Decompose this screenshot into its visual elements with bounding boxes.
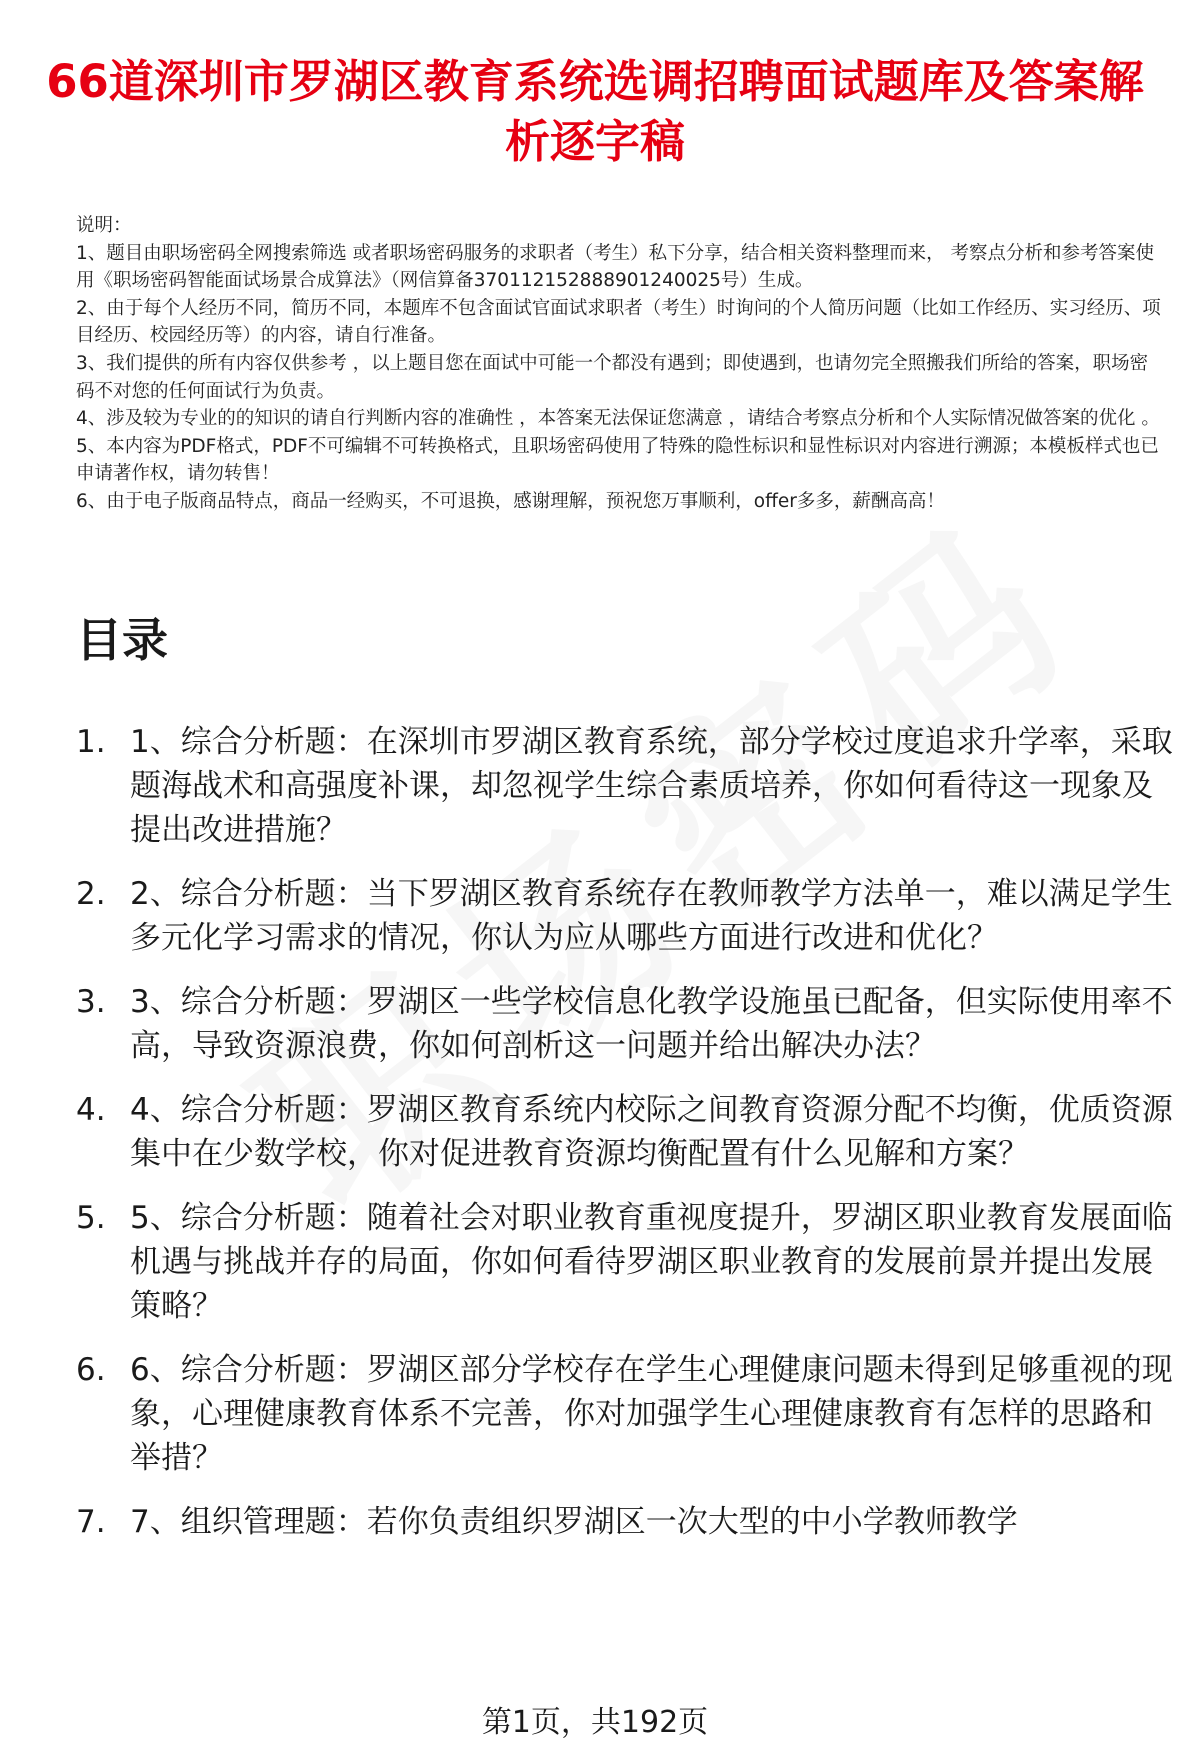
toc-item-number: 7. xyxy=(76,1504,106,1540)
toc-item-text: 2、综合分析题：当下罗湖区教育系统存在教师教学方法单一，难以满足学生多元化学习需求的情况，你认为应从哪些方面进行改进和优化？ xyxy=(130,876,1173,956)
toc-item-number: 3. xyxy=(76,984,106,1020)
toc-item[interactable] xyxy=(76,1088,1176,1176)
note-item: 3、我们提供的所有内容仅供参考 ，以上题目您在面试中可能一个都没有遇到；即使遇到，也请勿完全照搬我们所给的答案，职场密码不对您的任何面试行为负责。 xyxy=(76,352,1149,402)
note-item: 5、本内容为PDF格式，PDF不可编辑不可转换格式，且职场密码使用了特殊的隐性标识和显性标识对内容进行溯源；本模板样式也已申请著作权，请勿转售！ xyxy=(76,435,1159,485)
toc-item-number: 4. xyxy=(76,1092,106,1128)
toc-item[interactable] xyxy=(76,980,1176,1068)
notes-section xyxy=(76,212,1164,516)
document-title: 66道深圳市罗湖区教育系统选调招聘面试题库及答案解析逐字稿 xyxy=(46,55,1144,168)
toc-item[interactable] xyxy=(76,1196,1176,1328)
toc-item[interactable] xyxy=(76,1348,1176,1480)
toc-item[interactable] xyxy=(76,1500,1176,1544)
table-of-contents xyxy=(76,720,1176,1680)
toc-item[interactable] xyxy=(76,720,1176,852)
note-item: 4、涉及较为专业的的知识的请自行判断内容的准确性 ，本答案无法保证您满意 ，请结合考察点分析和个人实际情况做答案的优化 。 xyxy=(76,408,1160,430)
page-number: 第1页，共192页 xyxy=(481,1705,709,1740)
toc-item-text: 7、组织管理题：若你负责组织罗湖区一次大型的中小学教师教学 xyxy=(130,1504,1018,1540)
toc-item-number: 1. xyxy=(76,724,106,760)
toc-item-text: 4、综合分析题：罗湖区教育系统内校际之间教育资源分配不均衡，优质资源集中在少数学校，你对促进教育资源均衡配置有什么见解和方案？ xyxy=(130,1092,1173,1172)
toc-item-text: 3、综合分析题：罗湖区一些学校信息化教学设施虽已配备，但实际使用率不高，导致资源浪费，你如何剖析这一问题并给出解决办法？ xyxy=(130,984,1173,1064)
note-item: 2、由于每个人经历不同，简历不同，本题库不包含面试官面试求职者（考生）时询问的个人简历问题（比如工作经历、实习经历、项目经历、校园经历等）的内容，请自行准备。 xyxy=(76,297,1161,347)
toc-item-text: 6、综合分析题：罗湖区部分学校存在学生心理健康问题未得到足够重视的现象，心理健康教育体系不完善，你对加强学生心理健康教育有怎样的思路和举措？ xyxy=(130,1352,1173,1476)
toc-heading: 目录 xyxy=(76,613,168,667)
note-item: 1、题目由职场密码全网搜索筛选 或者职场密码服务的求职者（考生）私下分享，结合相关资料整理而来， 考察点分析和参考答案使用《职场密码智能面试场景合成算法》（网信算备370112152888901240025号）生成。 xyxy=(76,242,1155,292)
toc-item-text: 1、综合分析题：在深圳市罗湖区教育系统，部分学校过度追求升学率，采取题海战术和高强度补课，却忽视学生综合素质培养，你如何看待这一现象及提出改进措施？ xyxy=(130,724,1173,848)
toc-item-number: 2. xyxy=(76,876,106,912)
note-item: 6、由于电子版商品特点，商品一经购买，不可退换，感谢理解，预祝您万事顺利，offer多多，薪酬高高！ xyxy=(76,490,945,512)
toc-item-number: 5. xyxy=(76,1200,106,1236)
toc-item-number: 6. xyxy=(76,1352,106,1388)
toc-item-text: 5、综合分析题：随着社会对职业教育重视度提升，罗湖区职业教育发展面临机遇与挑战并存的局面，你如何看待罗湖区职业教育的发展前景并提出发展策略？ xyxy=(130,1200,1173,1324)
notes-heading: 说明： xyxy=(76,215,132,236)
toc-item[interactable] xyxy=(76,872,1176,960)
